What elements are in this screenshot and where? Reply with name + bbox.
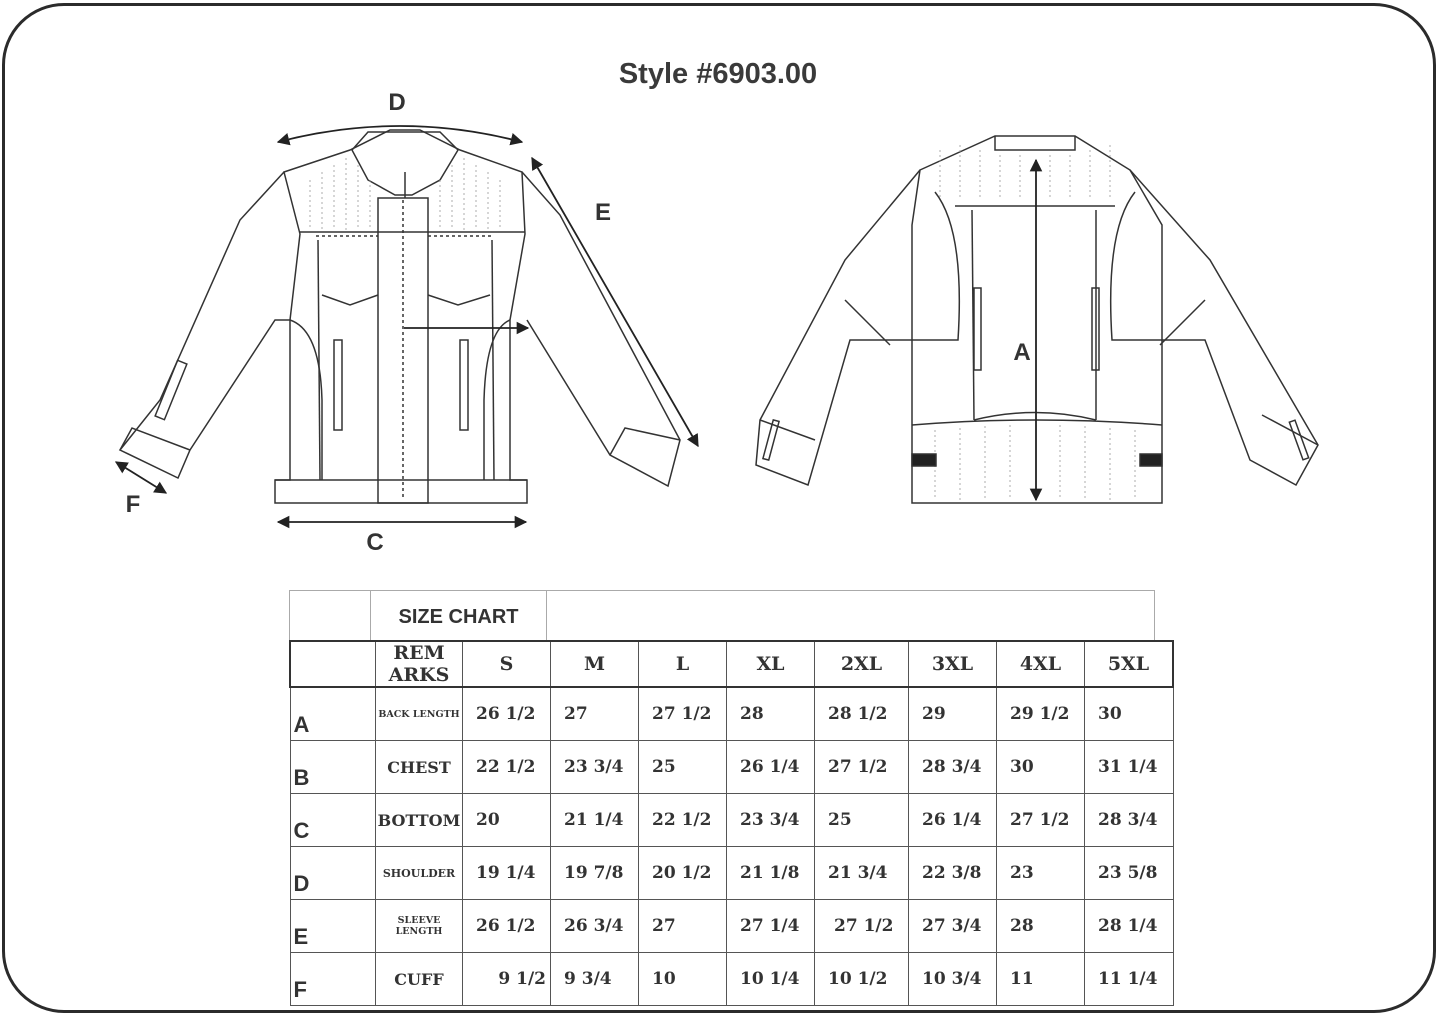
size-chart-table [289,640,1174,1006]
cell-value: 26 1/4 [909,794,997,847]
measure-row-b [290,741,1173,794]
cell-value: 23 5/8 [1085,847,1174,900]
cell-value: 10 [639,953,727,1006]
cell-value: 27 1/2 [997,794,1085,847]
cell-value: 23 3/4 [551,741,639,794]
cell-value: 28 [997,900,1085,953]
jacket-back-view [756,136,1318,503]
cell-value: 26 1/2 [463,900,551,953]
size-header-xl: XL [727,641,815,687]
cell-value: 10 1/4 [727,953,815,1006]
cell-value: 21 1/8 [727,847,815,900]
cell-value: 28 3/4 [909,741,997,794]
size-header-m: M [551,641,639,687]
cell-value: 21 3/4 [815,847,909,900]
cell-value: 11 1/4 [1085,953,1174,1006]
cell-value: 26 3/4 [551,900,639,953]
cell-value: 19 1/4 [463,847,551,900]
label-c: C [366,529,384,556]
cell-value: 11 [997,953,1085,1006]
measure-row-c [290,794,1173,847]
cell-value: 26 1/4 [727,741,815,794]
cell-value: 23 3/4 [727,794,815,847]
front-dimension-arrows [116,126,698,522]
size-header-row [290,641,1173,687]
cell-value: 27 [639,900,727,953]
cell-value: 10 3/4 [909,953,997,1006]
cell-value: 27 [551,687,639,741]
cell-value: 27 1/2 [815,741,909,794]
label-e: E [594,199,612,226]
row-name: SHOULDER [376,847,463,900]
cell-value: 29 [909,687,997,741]
measure-row-f [290,953,1173,1006]
measure-row-e [290,900,1173,953]
cell-value: 27 1/2 [815,900,909,953]
label-f: F [125,491,141,518]
row-code: B [290,741,376,794]
size-chart-title-row [289,590,1155,640]
row-code: F [290,953,376,1006]
row-name: CUFF [376,953,463,1006]
cell-value: 22 1/2 [463,741,551,794]
cell-value: 20 1/2 [639,847,727,900]
measure-row-d [290,847,1173,900]
remarks-header: REM ARKS [376,641,463,687]
cell-value: 10 1/2 [815,953,909,1006]
row-code: E [290,900,376,953]
row-code: D [290,847,376,900]
cell-value: 22 1/2 [639,794,727,847]
row-name: CHEST [376,741,463,794]
cell-value: 19 7/8 [551,847,639,900]
measure-row-a [290,687,1173,741]
size-chart-title: SIZE CHART [371,591,547,641]
size-header-s: S [463,641,551,687]
cell-value: 28 [727,687,815,741]
cell-value: 25 [639,741,727,794]
cell-value: 9 1/2 [463,953,551,1006]
cell-value: 23 [997,847,1085,900]
cell-value: 29 1/2 [997,687,1085,741]
cell-value: 21 1/4 [551,794,639,847]
cell-value: 28 1/4 [1085,900,1174,953]
cell-value: 20 [463,794,551,847]
cell-value: 30 [1085,687,1174,741]
size-header-2xl: 2XL [815,641,909,687]
row-name: BOTTOM [376,794,463,847]
label-a: A [1013,339,1031,366]
cell-value: 27 3/4 [909,900,997,953]
cell-value: 28 1/2 [815,687,909,741]
size-header-4xl: 4XL [997,641,1085,687]
cell-value: 25 [815,794,909,847]
row-code: C [290,794,376,847]
row-name: BACK LENGTH [376,687,463,741]
cell-value: 30 [997,741,1085,794]
cell-value: 27 1/2 [639,687,727,741]
cell-value: 27 1/4 [727,900,815,953]
size-header-3xl: 3XL [909,641,997,687]
row-code: A [290,687,376,741]
row-name: SLEEVE LENGTH [376,900,463,953]
cell-value: 22 3/8 [909,847,997,900]
cell-value: 9 3/4 [551,953,639,1006]
cell-value: 26 1/2 [463,687,551,741]
cell-value: 28 3/4 [1085,794,1174,847]
style-title: Style #6903.00 [618,58,818,90]
size-header-5xl: 5XL [1085,641,1174,687]
cell-value: 31 1/4 [1085,741,1174,794]
label-d: D [388,89,406,116]
size-header-l: L [639,641,727,687]
jacket-front-view [120,130,680,503]
